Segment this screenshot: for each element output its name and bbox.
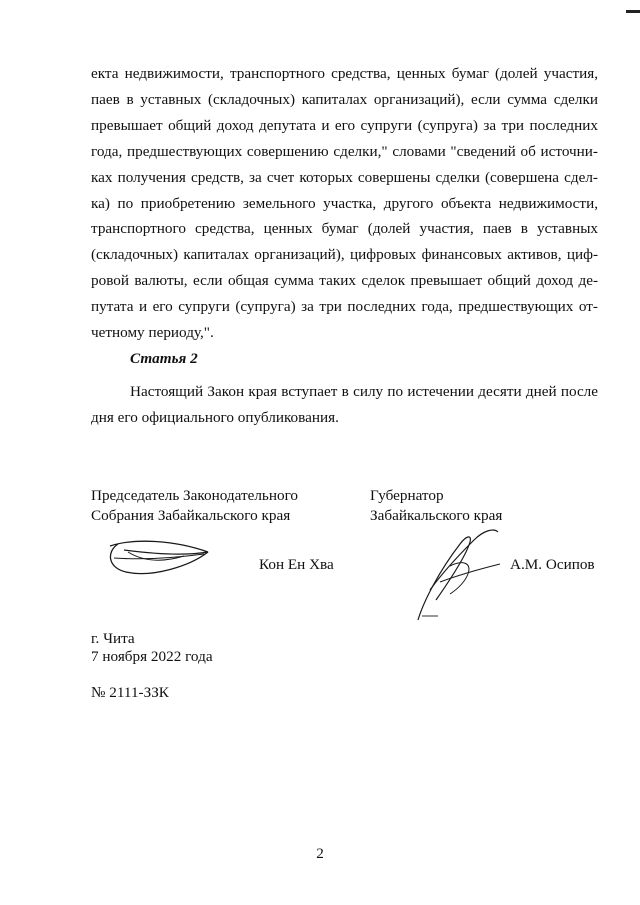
law-amendment-text [91, 61, 598, 346]
date: 7 ноября 2022 года [91, 648, 213, 665]
article-heading: Статья 2 [130, 350, 198, 367]
chairman-title [91, 486, 298, 526]
chairman-name: Кон Ен Хва [259, 556, 334, 573]
text-line: ровой валюты, если общая сумма таких сделок превышает общий доход де- [91, 272, 598, 290]
place: г. Чита [91, 630, 135, 647]
governor-title-line: Забайкальского края [370, 507, 503, 524]
chairman-title-line: Председатель Законодательного [91, 487, 299, 504]
text-line: ках получения средств, за счет которых совершены сделки (совершена сдел- [91, 168, 598, 186]
place-and-date [91, 630, 213, 666]
article-text-line: дня его официального опубликования. [91, 408, 339, 426]
text-line: (складочных) капиталах организаций), цифровых финансовых активов, циф- [91, 246, 598, 264]
article-text [91, 379, 598, 431]
chairman-title-line: Собрания Забайкальского края [91, 507, 291, 524]
text-line: четному периоду,". [91, 324, 214, 342]
page-number: 2 [316, 845, 324, 862]
document-number: № 2111-ЗЗК [91, 684, 169, 701]
text-line: екта недвижимости, транспортного средства, ценных бумаг (долей участия, [91, 65, 598, 82]
chairman-signature [104, 532, 216, 580]
text-line: превышает общий доход депутата и его супруги (супруга) за три последних [91, 116, 598, 134]
article-text-line: Настоящий Закон края вступает в силу по истечении десяти дней после [130, 383, 598, 400]
governor-signature [410, 520, 510, 624]
text-line: путата и его супруги (супруга) за три последних года, предшествующих от- [91, 298, 598, 316]
scan-corner-mark [626, 10, 640, 13]
text-line: года, предшествующих совершению сделки," словами "сведений об источни- [91, 142, 598, 160]
governor-title-line: Губернатор [370, 487, 444, 504]
text-line: паев в уставных (складочных) капиталах организаций), если сумма сделки [91, 90, 598, 108]
text-line: ка) по приобретению земельного участка, другого объекта недвижимости, [91, 194, 598, 212]
text-line: транспортного средства, ценных бумаг (долей участия, паев в уставных [91, 220, 598, 238]
governor-name: А.М. Осипов [510, 556, 595, 573]
